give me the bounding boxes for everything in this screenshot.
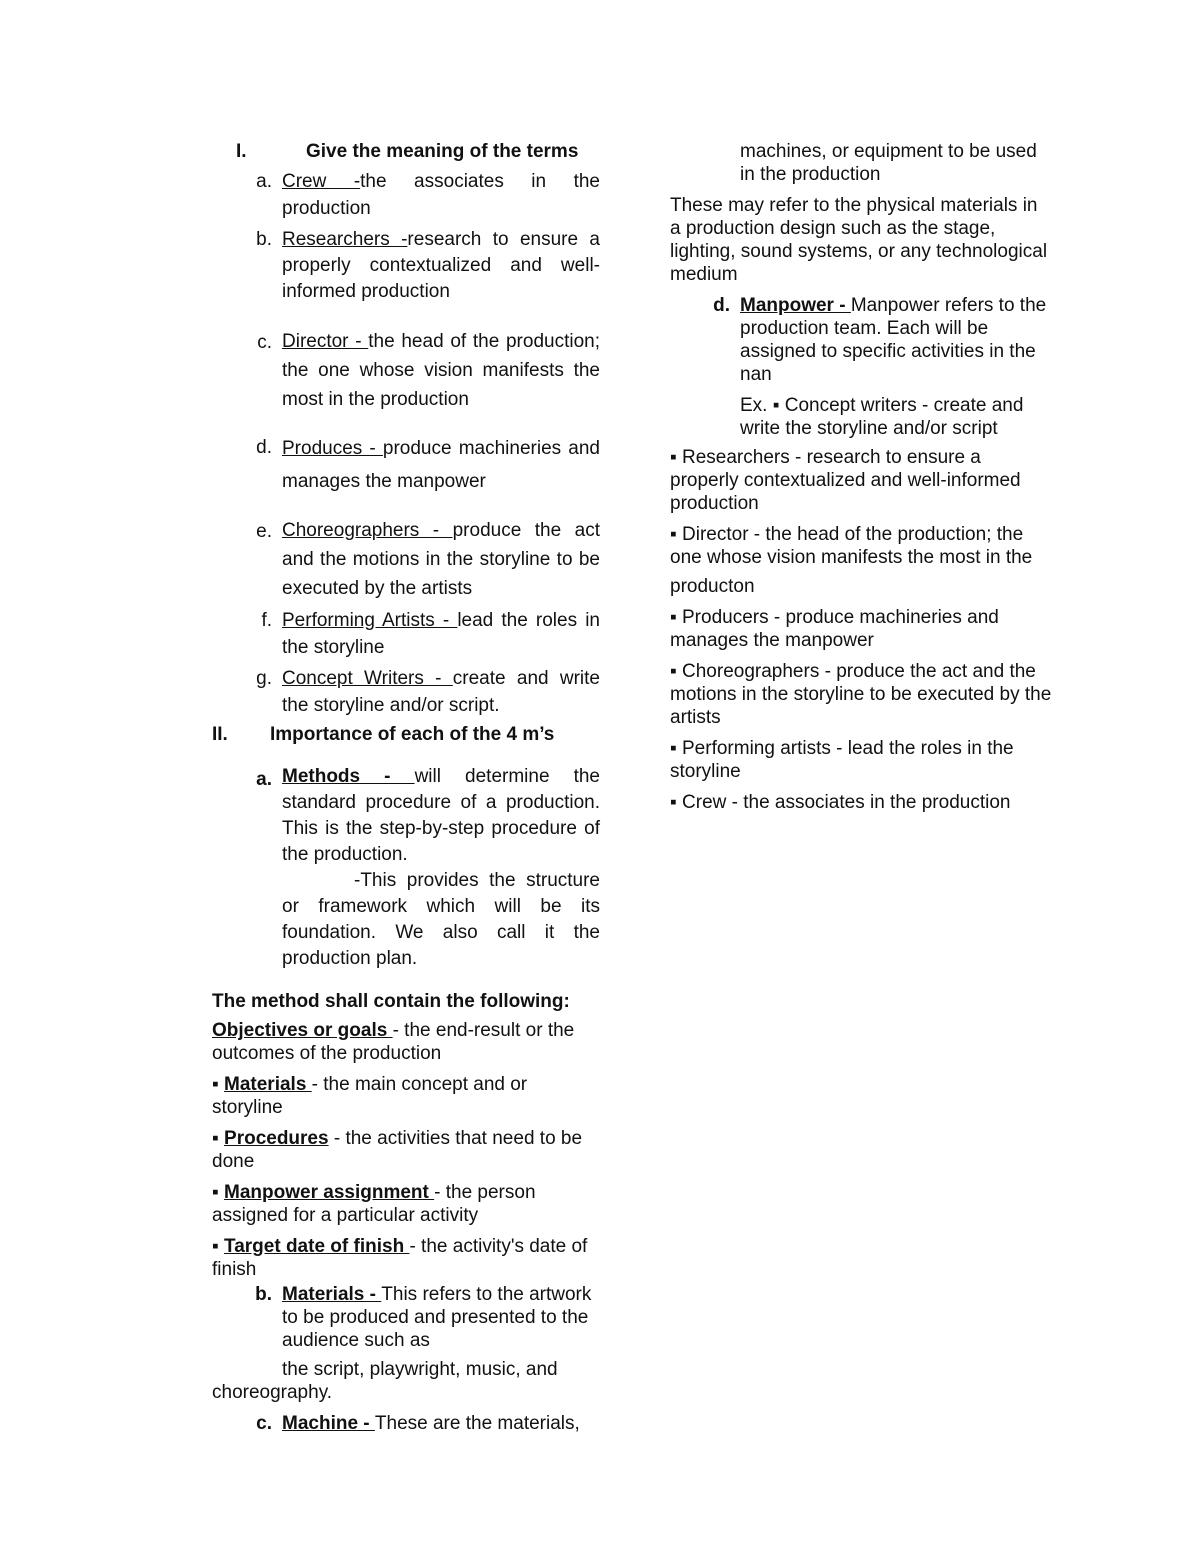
content-text: - the person assigned for a particular activity bbox=[212, 1182, 536, 1226]
bullet: ▪ bbox=[212, 1128, 225, 1149]
manpower-item bbox=[670, 294, 1052, 386]
section2-numeral: II. bbox=[212, 724, 228, 745]
term-body bbox=[282, 168, 600, 222]
term-item-crew bbox=[212, 168, 600, 222]
materials-body bbox=[282, 1283, 600, 1352]
materials-term: Materials - bbox=[282, 1284, 382, 1305]
section1-heading bbox=[236, 140, 600, 163]
term-item-choreographers bbox=[212, 516, 600, 603]
term-item-director bbox=[212, 327, 600, 414]
term-body bbox=[282, 516, 600, 603]
term-body bbox=[282, 227, 600, 305]
manpower-marker: d. bbox=[713, 295, 730, 316]
term-body bbox=[282, 432, 600, 498]
content-text: - the activity's date of finish bbox=[212, 1236, 588, 1280]
machine-text-2: machines, or equipment to be used in the production bbox=[740, 141, 1037, 185]
machine-term: Machine - bbox=[282, 1413, 375, 1434]
term-definition: produce machineries and manages the manpower bbox=[282, 438, 600, 492]
content-text: - the activities that need to be done bbox=[212, 1128, 583, 1172]
term-item-performing-artists bbox=[212, 607, 600, 661]
term-item-produces bbox=[212, 432, 600, 498]
term-marker: g. bbox=[256, 668, 272, 689]
manpower-list-item: ▪ Researchers - research to ensure a properly contextualized and well-informed production bbox=[670, 447, 1021, 514]
left-column bbox=[212, 140, 600, 1435]
manpower-term: Manpower - bbox=[740, 295, 851, 316]
machine-marker: c. bbox=[256, 1413, 272, 1434]
manpower-list-item: ▪ Choreographers - produce the act and the motions in the storyline to be executed by the artists bbox=[670, 661, 1052, 728]
term-name: Produces - bbox=[282, 438, 383, 459]
section1-title: Give the meaning of the terms bbox=[306, 141, 579, 162]
right-column bbox=[670, 140, 1052, 814]
machine-text-3: These may refer to the physical materials in a production design such as the stage, lighting, sound systems, or any technological medium bbox=[670, 195, 1048, 285]
term-definition: the head of the production; the one whose vision manifests the most in the production bbox=[282, 331, 600, 410]
content-text: - the end-result or the outcomes of the production bbox=[212, 1020, 575, 1064]
term-name: Director - bbox=[282, 331, 369, 352]
term-name: Concept Writers - bbox=[282, 668, 453, 689]
manpower-list-item: ▪ Performing artists - lead the roles in the storyline bbox=[670, 738, 1014, 782]
term-definition: lead the roles in the storyline bbox=[282, 610, 600, 658]
term-marker: d. bbox=[256, 437, 272, 458]
methods-term: Methods - bbox=[282, 766, 415, 787]
term-item-concept-writers bbox=[212, 665, 600, 719]
content-text: - the main concept and or storyline bbox=[212, 1074, 528, 1118]
bullet: ▪ bbox=[212, 1182, 225, 1203]
materials-text-3: choreography. bbox=[212, 1382, 333, 1403]
section1-numeral: I. bbox=[236, 141, 247, 162]
term-definition: create and write the storyline and/or script. bbox=[282, 668, 600, 716]
content-term: Target date of finish bbox=[224, 1236, 410, 1257]
method-content-item bbox=[212, 1181, 600, 1227]
term-name: Performing Artists - bbox=[282, 610, 458, 631]
term-item-researchers bbox=[212, 227, 600, 305]
section2-title: Importance of each of the 4 m’s bbox=[270, 724, 555, 745]
method-content-item bbox=[212, 1235, 600, 1281]
machine-text: These are the materials, bbox=[374, 1413, 580, 1434]
term-name: Choreographers - bbox=[282, 520, 453, 541]
method-content-item bbox=[212, 1127, 600, 1173]
term-marker: c. bbox=[257, 332, 272, 353]
materials-text-2: the script, playwright, music, and bbox=[282, 1359, 558, 1380]
content-term: Objectives or goals bbox=[212, 1020, 393, 1041]
manpower-list-item: ▪ Producers - produce machineries and manages the manpower bbox=[670, 607, 999, 651]
term-body bbox=[282, 665, 600, 719]
term-definition: the associates in the production bbox=[282, 171, 600, 219]
term-marker: a. bbox=[256, 171, 272, 192]
methods-marker: a. bbox=[256, 769, 272, 790]
methods-text: will determine the standard procedure of a production. This is the step-by-step procedure of the production. bbox=[282, 766, 600, 865]
manpower-list-item: producton bbox=[670, 576, 755, 597]
materials-marker: b. bbox=[255, 1284, 272, 1305]
method-contents-heading: The method shall contain the following: bbox=[212, 991, 570, 1012]
term-marker: b. bbox=[256, 229, 272, 250]
term-body bbox=[282, 607, 600, 661]
machine-item bbox=[212, 1412, 600, 1435]
term-definition: produce the act and the motions in the storyline to be executed by the artists bbox=[282, 520, 600, 599]
term-marker: f. bbox=[261, 610, 272, 631]
content-term: Procedures bbox=[224, 1128, 329, 1149]
manpower-text: Manpower refers to the production team. Each will be assigned to specific activities in the nan bbox=[740, 295, 1047, 385]
materials-item bbox=[212, 1283, 600, 1352]
methods-item bbox=[212, 764, 600, 972]
term-definition: research to ensure a properly contextualized and well-informed production bbox=[282, 229, 600, 302]
methods-body bbox=[282, 764, 600, 972]
materials-text: This refers to the artwork to be produced and presented to the audience such as bbox=[282, 1284, 592, 1351]
manpower-body bbox=[740, 294, 1052, 386]
section2-heading bbox=[212, 723, 600, 746]
content-term: Materials bbox=[224, 1074, 312, 1095]
term-marker: e. bbox=[256, 521, 272, 542]
bullet: ▪ bbox=[212, 1236, 225, 1257]
manpower-example: Ex. ▪ Concept writers - create and write the storyline and/or script bbox=[740, 395, 1024, 439]
manpower-list-item: ▪ Director - the head of the production; the one whose vision manifests the most in the bbox=[670, 524, 1033, 568]
content-term: Manpower assignment bbox=[224, 1182, 435, 1203]
term-name: Crew - bbox=[282, 171, 361, 192]
methods-text-2: -This provides the structure or framework which will be its foundation. We also call it the production plan. bbox=[282, 870, 600, 969]
term-body bbox=[282, 327, 600, 414]
bullet: ▪ bbox=[212, 1074, 225, 1095]
method-content-item bbox=[212, 1073, 600, 1119]
term-name: Researchers - bbox=[282, 229, 408, 250]
manpower-list-item: ▪ Crew - the associates in the production bbox=[670, 792, 1011, 813]
machine-body bbox=[282, 1412, 600, 1435]
method-content-item bbox=[212, 1019, 600, 1065]
